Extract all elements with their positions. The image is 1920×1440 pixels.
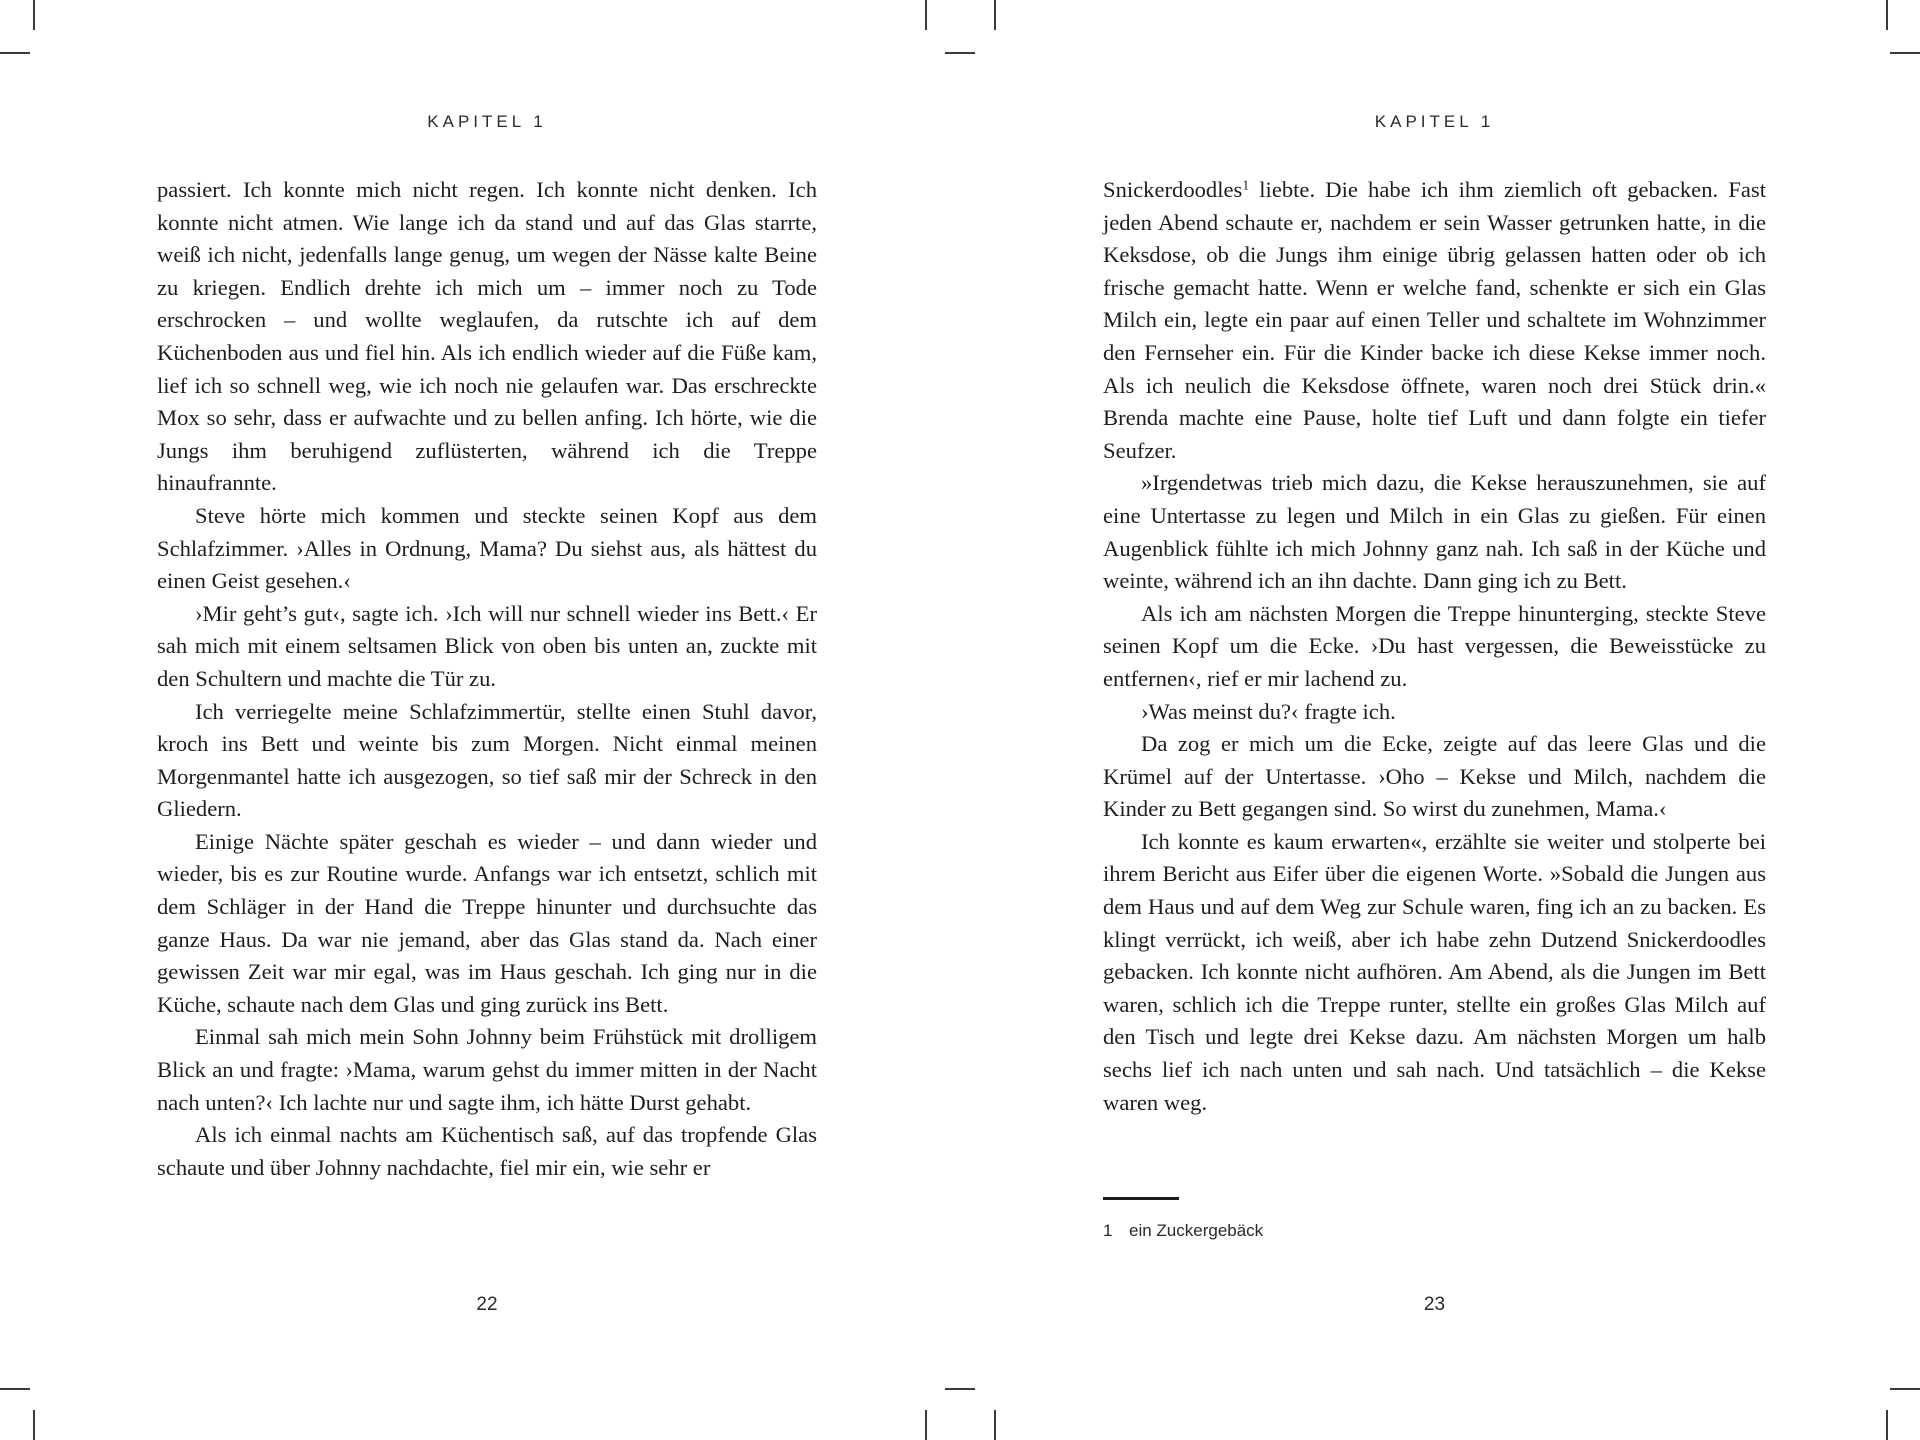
footnote-rule — [1103, 1197, 1179, 1200]
paragraph: »Irgendetwas trieb mich dazu, die Kekse herauszunehmen, sie auf eine Untertasse zu legen und Milch in ein Glas zu gießen. Für einen Augenblick fühlte ich mich Johnny ganz nah. Ich saß in der Küche und weinte, während ich an ihn dachte. Dann ging ich zu Bett. — [1103, 470, 1766, 594]
crop-mark — [945, 52, 975, 54]
right-page — [1103, 0, 1766, 1440]
crop-mark — [994, 0, 996, 30]
paragraph-start: Snickerdoodles — [1103, 177, 1243, 202]
paragraph — [1103, 174, 1766, 467]
footnote-marker[interactable]: 1 — [1242, 177, 1250, 193]
paragraph: Da zog er mich um die Ecke, zeigte auf das leere Glas und die Krümel auf der Untertasse. ›Oho – Kekse und Milch, nachdem die Kinder zu Bett gegangen sind. So wirst du zunehmen, Mama.‹ — [1103, 731, 1766, 822]
paragraph: Einmal sah mich mein Sohn Johnny beim Frühstück mit drolligem Blick an und fragte: ›Mama, warum gehst du immer mitten in der Nacht nach unten?‹ Ich lachte nur und sagte ihm, ich hätte Durst gehabt. — [157, 1024, 817, 1115]
running-head: KAPITEL 1 — [1374, 112, 1495, 131]
footnote-number: 1 — [1103, 1221, 1113, 1240]
crop-mark — [945, 1388, 975, 1390]
body-text — [1103, 174, 1766, 1119]
paragraph: Ich konnte es kaum erwarten«, erzählte sie weiter und stolperte bei ihrem Bericht aus Eifer über die eigenen Worte. »Sobald die Jungen aus dem Haus und auf dem Weg zur Schule waren, fing ich an zu backen. Es klingt verrückt, ich weiß, aber ich habe zehn Dutzend Snickerdoodles gebacken. Ich konnte nicht aufhören. Am Abend, als die Jungen im Bett waren, schlich ich die Treppe runter, stellte ein großes Glas Milch auf den Tisch und legte drei Kekse dazu. Am nächsten Morgen um halb sechs lief ich nach unten und sah nach. Und tatsächlich – die Kekse waren weg. — [1103, 828, 1766, 1115]
paragraph: Steve hörte mich kommen und steckte seinen Kopf aus dem Schlafzimmer. ›Alles in Ordnung, Mama? Du siehst aus, als hättest du einen Geist gesehen.‹ — [157, 502, 817, 594]
paragraph: passiert. Ich konnte mich nicht regen. Ich konnte nicht denken. Ich konnte nicht atmen. Wie lange ich da stand und auf das Glas starrte, weiß ich nicht, jedenfalls lange genug, um wegen der Nässe kalte Beine zu kriegen. Endlich drehte ich mich um – immer noch zu Tode erschrocken – und wollte weglaufen, da rutschte ich auf dem Küchenboden aus und fiel hin. Als ich endlich wieder auf die Füße kam, lief ich so schnell weg, wie ich noch nie gelaufen war. Das erschreckte Mox so sehr, dass er aufwachte und zu bellen anfing. Ich hörte, wie die Jungs ihm beruhigend zuflüsterten, während ich die Treppe hinaufrannte. — [157, 177, 817, 496]
page-number: 22 — [476, 1294, 498, 1315]
crop-mark — [925, 1410, 927, 1440]
crop-mark — [0, 1388, 30, 1390]
paragraph: ›Was meinst du?‹ fragte ich. — [1141, 698, 1396, 724]
footnote-text: ein Zuckergebäck — [1129, 1221, 1264, 1240]
paragraph: Einige Nächte später geschah es wieder – und dann wieder und wieder, bis es zur Routine wurde. Anfangs war ich entsetzt, schlich mit dem Schläger in der Hand die Treppe hinunter und durchsuchte das ganze Haus. Da war nie jemand, aber das Glas stand da. Nach einer gewissen Zeit war mir egal, was im Haus geschah. Ich ging nur in die Küche, schaute nach dem Glas und ging zurück ins Bett. — [157, 828, 817, 1017]
paragraph: Als ich am nächsten Morgen die Treppe hinunterging, steckte Steve seinen Kopf um die Ecke. ›Du hast vergessen, die Beweisstücke zu entfernen‹, rief er mir lachend zu. — [1103, 600, 1766, 691]
running-head: KAPITEL 1 — [427, 112, 547, 131]
footnote — [1103, 1221, 1263, 1241]
crop-mark — [925, 0, 927, 30]
crop-mark — [33, 0, 35, 30]
paragraph-rest: liebte. Die habe ich ihm ziemlich oft gebacken. Fast jeden Abend schaute er, nachdem er sein Wasser getrunken hatte, in die Keksdose, ob die Jungs ihm einige übrig gelassen hatten oder ob ich frische gemacht hatte. Wenn er welche fand, schenkte er sich ein Glas Milch ein, legte ein paar auf einen Teller und schaltete im Wohnzimmer den Fernseher ein. Für die Kinder backe ich diese Kekse immer noch. Als ich neulich die Keksdose öffnete, waren noch drei Stück drin.« Brenda machte eine Pause, holte tief Luft und dann folgte ein tiefer Seufzer. — [1103, 177, 1766, 463]
left-page — [157, 0, 817, 1440]
crop-mark — [33, 1410, 35, 1440]
crop-mark — [1886, 1410, 1888, 1440]
paragraph: Als ich einmal nachts am Küchentisch saß, auf das tropfende Glas schaute und über Johnny nachdachte, fiel mir ein, wie sehr er — [157, 1122, 817, 1180]
body-text — [157, 174, 817, 1184]
crop-mark — [1890, 1388, 1920, 1390]
page-number: 23 — [1423, 1294, 1446, 1315]
crop-mark — [1886, 0, 1888, 30]
crop-mark — [0, 52, 30, 54]
crop-mark — [994, 1410, 996, 1440]
paragraph: Ich verriegelte meine Schlafzimmertür, stellte einen Stuhl davor, kroch ins Bett und weinte bis zum Morgen. Nicht einmal meinen Morgenmantel hatte ich ausgezogen, so tief saß mir der Schreck in den Gliedern. — [157, 698, 817, 822]
paragraph: ›Mir geht’s gut‹, sagte ich. ›Ich will nur schnell wieder ins Bett.‹ Er sah mich mit einem seltsamen Blick von oben bis unten an, zuckte mit den Schultern und machte die Tür zu. — [157, 600, 817, 691]
crop-mark — [1890, 52, 1920, 54]
